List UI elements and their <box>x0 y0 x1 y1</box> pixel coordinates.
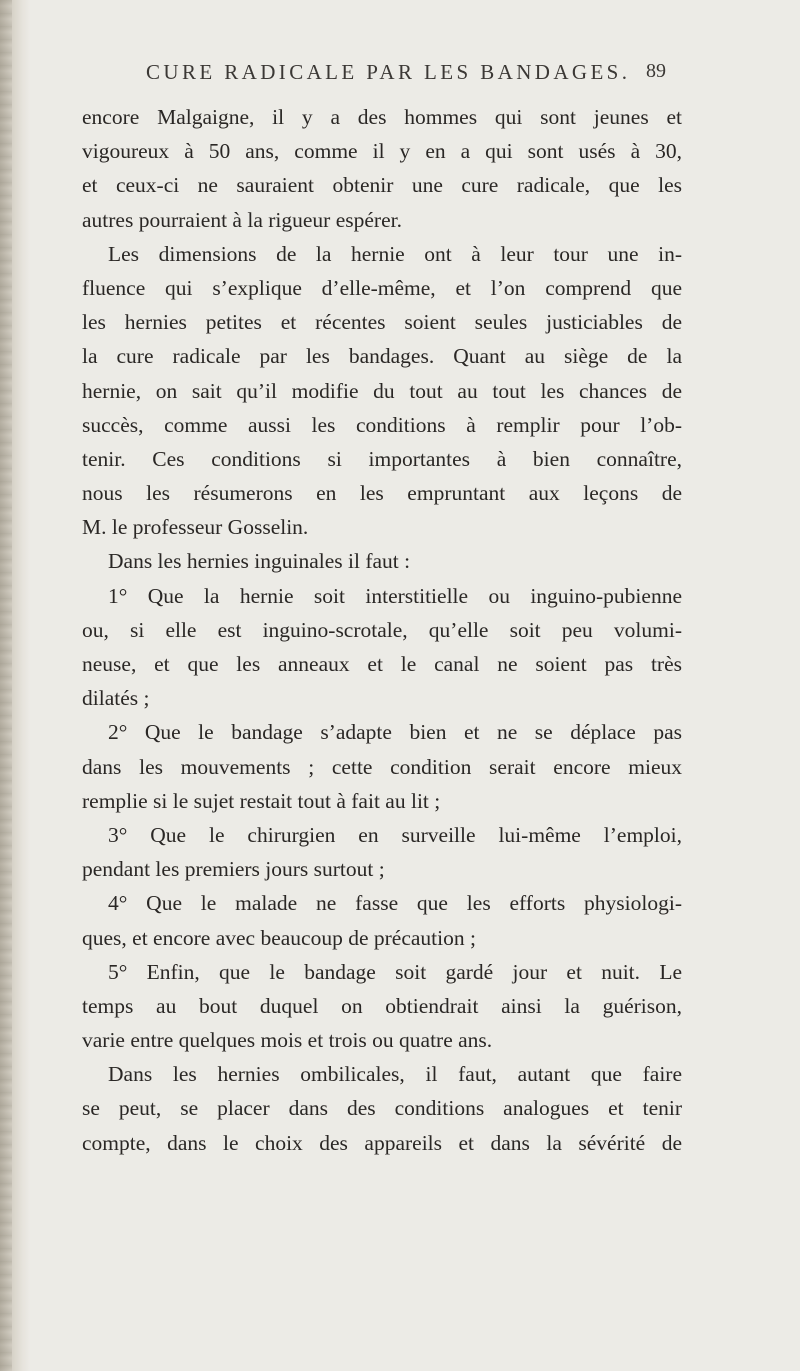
text-line: Dans les hernies ombilicales, il faut, autant que faire <box>108 1062 682 1087</box>
running-title: CURE RADICALE PAR LES BANDAGES. <box>146 60 631 84</box>
text-line: 1° Que la hernie soit interstitielle ou inguino-pubienne <box>108 583 682 608</box>
text-line: encore Malgaigne, il y a des hommes qui sont jeunes et <box>82 105 682 129</box>
text-line: nous les résumerons en les empruntant aux leçons de <box>82 481 682 506</box>
body-text <box>82 100 682 1160</box>
text-line: 2° Que le bandage s’adapte bien et ne se déplace pas <box>108 720 682 745</box>
text-line: Dans les hernies inguinales il faut : <box>108 549 411 574</box>
text-line: se peut, se placer dans des conditions analogues et tenir <box>82 1096 682 1121</box>
text-line: la cure radicale par les bandages. Quant au siège de la <box>82 344 682 369</box>
text-line: fluence qui s’explique d’elle-même, et l’on comprend que <box>82 275 682 300</box>
text-line: Les dimensions de la hernie ont à leur tour une in- <box>108 241 682 266</box>
text-line: dans les mouvements ; cette condition serait encore mieux <box>82 754 682 779</box>
text-line: ou, si elle est inguino-scrotale, qu’elle soit peu volumi- <box>82 617 682 642</box>
text-line: autres pourraient à la rigueur espérer. <box>82 207 402 232</box>
text-line: varie entre quelques mois et trois ou quatre ans. <box>82 1028 493 1053</box>
text-line: pendant les premiers jours surtout ; <box>82 857 385 882</box>
text-line: 3° Que le chirurgien en surveille lui-même l’emploi, <box>108 822 682 847</box>
text-line: dilatés ; <box>82 686 150 711</box>
text-line: ques, et encore avec beaucoup de précaution ; <box>82 925 476 950</box>
text-line: neuse, et que les anneaux et le canal ne soient pas très <box>82 652 682 676</box>
text-line: compte, dans le choix des appareils et dans la sévérité de <box>82 1130 682 1155</box>
text-line: 4° Que le malade ne fasse que les efforts physiologi- <box>108 891 682 916</box>
text-line: tenir. Ces conditions si importantes à bien connaître, <box>82 446 682 471</box>
text-line: les hernies petites et récentes soient seules justiciables de <box>82 310 682 335</box>
running-head <box>0 60 800 86</box>
text-line: et ceux-ci ne sauraient obtenir une cure radicale, que les <box>82 173 682 198</box>
text-line: vigoureux à 50 ans, comme il y en a qui sont usés à 30, <box>82 139 682 164</box>
text-line: M. le professeur Gosselin. <box>82 515 309 540</box>
page-number: 89 <box>646 60 666 82</box>
text-line: 5° Enfin, que le bandage soit gardé jour et nuit. Le <box>108 959 682 984</box>
text-line: hernie, on sait qu’il modifie du tout au tout les chances de <box>82 378 682 403</box>
text-line: temps au bout duquel on obtiendrait ainsi la guérison, <box>82 993 682 1018</box>
text-line: remplie si le sujet restait tout à fait au lit ; <box>82 788 441 813</box>
text-line: succès, comme aussi les conditions à remplir pour l’ob- <box>82 412 682 437</box>
